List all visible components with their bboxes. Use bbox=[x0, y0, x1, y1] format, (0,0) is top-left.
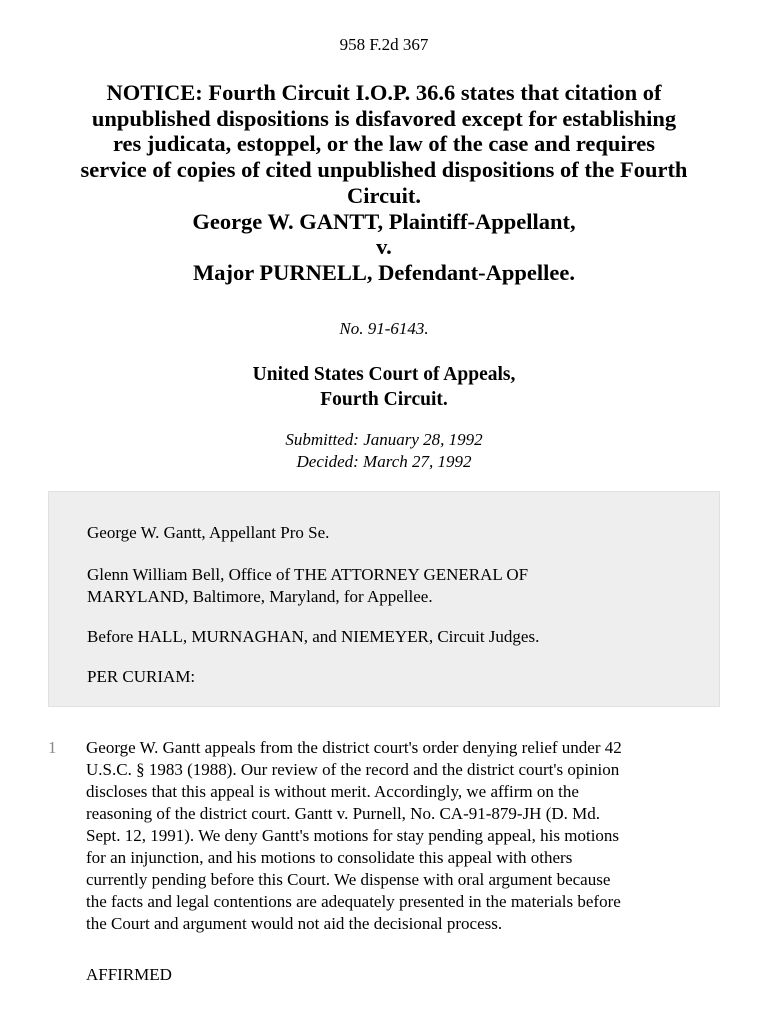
title-line: v. bbox=[376, 234, 392, 260]
decided-date: Decided: March 27, 1992 bbox=[296, 452, 472, 471]
title-line: Circuit. bbox=[347, 182, 421, 208]
opinion-line: the Court and argument would not aid the decisional process. bbox=[86, 914, 503, 933]
title-line: service of copies of cited unpublished dispositions of the Fourth bbox=[80, 157, 688, 183]
panel-judges: Before HALL, MURNAGHAN, and NIEMEYER, Circuit Judges. bbox=[87, 627, 540, 646]
opinion-line: the facts and legal contentions are adequately presented in the materials before bbox=[86, 892, 621, 911]
appellant-counsel: George W. Gantt, Appellant Pro Se. bbox=[87, 523, 330, 542]
appellee-counsel-line: Glenn William Bell, Office of THE ATTORNEY GENERAL OF bbox=[87, 565, 529, 584]
counsel-panel bbox=[48, 491, 720, 707]
case-dates bbox=[0, 429, 768, 473]
court-name bbox=[0, 362, 768, 412]
opinion-line: U.S.C. § 1983 (1988). Our review of the record and the district court's opinion bbox=[86, 760, 620, 779]
docket-number: No. 91-6143. bbox=[339, 319, 429, 338]
per-curiam-heading: PER CURIAM: bbox=[87, 667, 196, 686]
title-line: unpublished dispositions is disfavored except for establishing bbox=[91, 105, 677, 131]
opinion-paragraph bbox=[86, 737, 726, 935]
court-name-line: United States Court of Appeals, bbox=[252, 364, 516, 385]
opinion-line: reasoning of the district court. Gantt v. Purnell, No. CA-91-879-JH (D. Md. bbox=[86, 804, 601, 823]
title-line: George W. GANTT, Plaintiff-Appellant, bbox=[192, 208, 576, 234]
title-line: Major PURNELL, Defendant-Appellee. bbox=[192, 259, 576, 285]
appellee-counsel-line: MARYLAND, Baltimore, Maryland, for Appellee. bbox=[87, 587, 433, 606]
title-line: res judicata, estoppel, or the law of the case and requires bbox=[112, 131, 656, 157]
disposition: AFFIRMED bbox=[86, 965, 172, 984]
case-title bbox=[30, 80, 738, 286]
opinion-line: Sept. 12, 1991). We deny Gantt's motions for stay pending appeal, his motions bbox=[86, 826, 620, 845]
court-name-line: Fourth Circuit. bbox=[320, 389, 448, 410]
opinion-line: for an injunction, and his motions to consolidate this appeal with others bbox=[86, 848, 573, 867]
opinion-line: currently pending before this Court. We dispense with oral argument because bbox=[86, 870, 611, 889]
submitted-date: Submitted: January 28, 1992 bbox=[285, 430, 483, 449]
opinion-line: George W. Gantt appeals from the district court's order denying relief under 42 bbox=[86, 738, 622, 757]
paragraph-number: 1 bbox=[48, 738, 57, 757]
opinion-line: discloses that this appeal is without merit. Accordingly, we affirm on the bbox=[86, 782, 579, 801]
title-line: NOTICE: Fourth Circuit I.O.P. 36.6 states that citation of bbox=[106, 80, 662, 105]
case-citation: 958 F.2d 367 bbox=[339, 35, 429, 54]
